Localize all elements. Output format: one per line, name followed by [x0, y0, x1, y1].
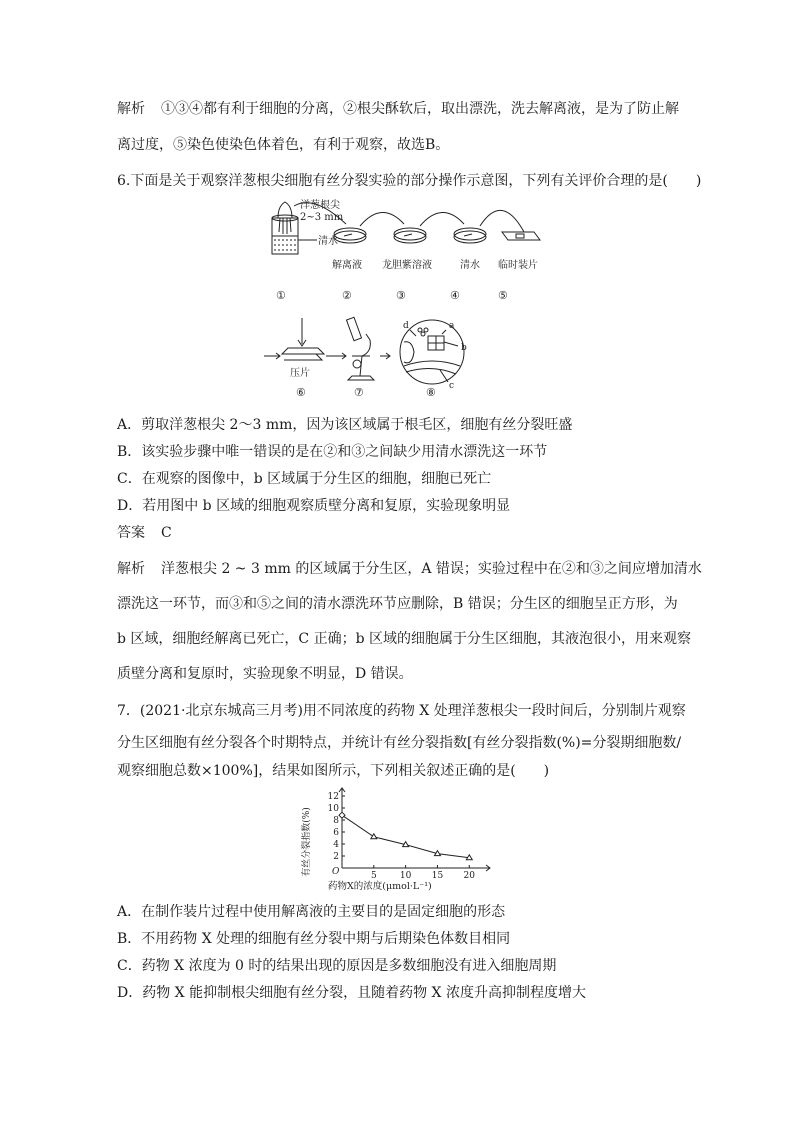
chart-x-tick-label: 5 — [370, 871, 377, 881]
chart-y-tick-label: 12 — [327, 792, 339, 802]
answer-value: C — [161, 525, 172, 541]
chart-series-line — [342, 815, 469, 858]
analysis-label: 解析 — [117, 101, 145, 117]
q6-answer — [117, 524, 172, 542]
q6-analysis-line-3: b 区域，细胞经解离已死亡，C 正确；b 区域的细胞属于分生区细胞，其液泡很小，用来观察 — [117, 631, 691, 647]
chart-x-tick-label: 15 — [431, 871, 444, 881]
q6-analysis-line-2: 漂洗这一环节，而③和⑤之间的清水漂洗环节应删除，B 错误；分生区的细胞呈正方形，为 — [117, 596, 678, 612]
cell-label-b: b — [461, 343, 467, 353]
q7-option-b: B．不用药物 X 处理的细胞有丝分裂中期与后期染色体数目相同 — [117, 931, 511, 947]
water-label: 清水 — [318, 236, 338, 247]
step-number: ⑤ — [498, 289, 508, 302]
cell-view-icon — [400, 320, 464, 384]
step-number: ⑥ — [296, 386, 306, 399]
q7-stem-line-3: 观察细胞总数×100%]，结果如图所示，下列相关叙述正确的是( ) — [117, 763, 550, 779]
q7-option-c: C．药物 X 浓度为 0 时的结果出现的原因是多数细胞没有进入细胞周期 — [117, 958, 557, 974]
dish-label-2: 龙胆紫溶液 — [382, 260, 432, 271]
petri-dish-icon — [454, 228, 486, 243]
chart-data-point — [371, 834, 377, 839]
q6-procedure-figure-top — [262, 196, 542, 304]
q7-stem-line-2: 分生区细胞有丝分裂各个时期特点，并统计有丝分裂指数[有丝分裂指数(%)=分裂期细胞数/ — [117, 735, 682, 751]
mitotic-index-chart — [300, 786, 500, 894]
chart-y-tick-label: 4 — [333, 840, 339, 850]
step-number: ③ — [396, 289, 406, 302]
root-tip-length: 2~3 mm — [300, 212, 344, 223]
q6-analysis-line-1 — [117, 560, 702, 578]
step-number: ① — [276, 289, 286, 302]
cell-label-a: a — [449, 321, 455, 331]
chart-x-axis-label: 药物X的浓度(μmol·L⁻¹) — [328, 881, 432, 892]
chart-data-point — [339, 812, 345, 818]
cell-label-c: c — [449, 381, 455, 391]
q5-analysis-line-2: 离过度，⑤染色使染色体着色，有利于观察，故选B。 — [117, 137, 450, 153]
q5-analysis-line-1 — [117, 100, 679, 118]
chart-y-tick-label: 10 — [327, 804, 339, 814]
q6-option-b: B．该实验步骤中唯一错误的是在②和③之间缺少用清水漂洗这一环节 — [117, 444, 548, 460]
q6-analysis-text-1: 洋葱根尖 2 ~ 3 mm 的区域属于分生区，A 错误；实验过程中在②和③之间应增加清水 — [161, 561, 702, 577]
chart-y-tick-label: 2 — [333, 852, 339, 862]
petri-dish-icon — [334, 228, 366, 243]
step-number: ② — [342, 289, 352, 302]
q6-option-c: C．在观察的图像中，b 区域属于分生区的细胞，细胞已死亡 — [117, 471, 492, 487]
chart-origin-label: O — [332, 867, 340, 877]
slide-icon — [502, 232, 540, 240]
step-number: ④ — [450, 289, 460, 302]
step-number: ⑧ — [426, 386, 436, 399]
chart-x-tick-label: 20 — [463, 871, 475, 881]
answer-label: 答案 — [117, 525, 145, 541]
q7-option-d: D．药物 X 能抑制根尖细胞有丝分裂，且随着药物 X 浓度升高抑制程度增大 — [117, 985, 586, 1001]
q7-stem-line-1: 7．(2021·北京东城高三月考)用不同浓度的药物 X 处理洋葱根尖一段时间后，分别制片观察 — [117, 703, 686, 719]
chart-y-tick-label: 8 — [333, 816, 339, 826]
chart-y-axis-label: 有丝分裂指数(%) — [302, 807, 312, 877]
q6-stem: 6.下面是关于观察洋葱根尖细胞有丝分裂实验的部分操作示意图，下列有关评价合理的是( ) — [117, 173, 702, 189]
dish-label-3: 清水 — [460, 260, 480, 271]
dish-label-1: 解离液 — [332, 260, 362, 271]
press-slide-icon — [282, 318, 324, 360]
analysis-label: 解析 — [117, 561, 145, 577]
q6-analysis-line-4: 质壁分离和复原时，实验现象不明显，D 错误。 — [117, 666, 413, 682]
q6-option-a: A．剪取洋葱根尖 2～3 mm，因为该区域属于根毛区，细胞有丝分裂旺盛 — [117, 417, 573, 433]
press-label: 压片 — [290, 368, 310, 379]
q5-analysis-text-1: ①③④都有利于细胞的分离，②根尖酥软后，取出漂洗，洗去解离液，是为了防止解 — [161, 101, 679, 117]
cell-label-d: d — [403, 321, 409, 331]
microscope-icon — [346, 317, 374, 380]
step-number: ⑦ — [354, 386, 364, 399]
chart-y-tick-label: 6 — [333, 828, 339, 838]
dish-label-4: 临时装片 — [498, 260, 538, 271]
petri-dish-icon — [394, 228, 426, 243]
chart-x-tick-label: 10 — [399, 871, 412, 881]
q6-procedure-figure-bottom — [262, 312, 477, 402]
root-tip-label: 洋葱根尖 — [300, 200, 340, 211]
q7-option-a: A．在制作装片过程中使用解离液的主要目的是固定细胞的形态 — [117, 904, 506, 920]
q6-option-d: D．若用图中 b 区域的细胞观察质壁分离和复原，实验现象明显 — [117, 498, 511, 514]
